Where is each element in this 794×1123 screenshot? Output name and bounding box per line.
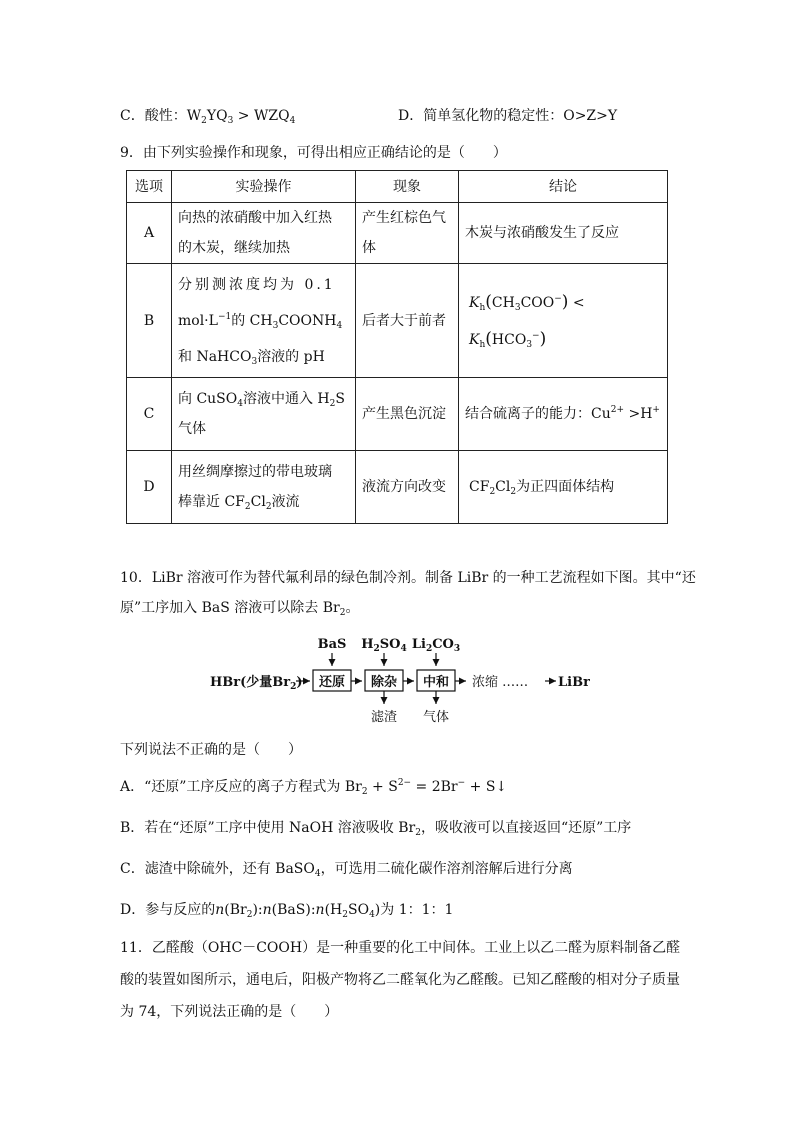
- row-c-operation: 向 CuSO$_4$溶液中通入 $H_2S$ 气体: [172, 378, 356, 451]
- row-d-option: D: [127, 451, 172, 524]
- row-a-option: A: [127, 203, 172, 264]
- table-row: [127, 378, 668, 451]
- flow-reagent-li2co3: $Li_2CO_3$: [411, 637, 461, 654]
- row-c-option: C: [127, 378, 172, 451]
- q10-option-b: B．若在“还原”工序中使用 NaOH 溶液吸收 $Br_2$，吸收液可以直接返回“还原”工序: [120, 820, 632, 838]
- flow-reagent-h2so4: $H_2SO_4$: [361, 637, 407, 654]
- flow-input-label: HBr(少量$Br_2$): [210, 675, 303, 692]
- table-row: [127, 264, 668, 378]
- row-a-phenomenon: 产生红棕色气 体: [356, 203, 459, 264]
- q10-option-a: A．“还原”工序反应的离子方程式为 $Br_2 + S^{2-} = 2Br^-$ + S↓: [120, 778, 508, 797]
- q10-option-c: C．滤渣中除硫外，还有 BaSO$_4$，可选用二硫化碳作溶剂溶解后进行分离: [120, 861, 573, 879]
- table-row: [127, 451, 668, 524]
- table-row: [127, 203, 668, 264]
- header-phenomenon: 现象: [356, 171, 459, 203]
- process-flow-diagram: [210, 636, 590, 728]
- q11-stem-line2: 酸的装置如图所示，通电后，阳极产物将乙二醛氧化为乙醛酸。已知乙醛酸的相对分子质量: [120, 972, 680, 988]
- q10-option-d: D．参与反应的$n(Br_2):n(BaS):n(H_2SO_4)$为 1：1：1: [120, 902, 454, 920]
- flow-concentrate-label: 浓缩 ……: [472, 675, 529, 690]
- flow-box-neutralize-label: 中和: [422, 675, 450, 690]
- row-b-conclusion: $K_h(CH_3COO^-) < K_h(HCO_3^-)$: [459, 264, 668, 378]
- header-conclusion: 结论: [459, 171, 668, 203]
- q9-table: [126, 170, 668, 524]
- flow-reagent-bas: BaS: [317, 637, 347, 652]
- flow-box-purify-label: 除杂: [370, 675, 398, 690]
- row-a-operation: 向热的浓硝酸中加入红热 的木炭，继续加热: [172, 203, 356, 264]
- row-a-conclusion: 木炭与浓硝酸发生了反应: [459, 203, 668, 264]
- q10-stem-line2: 原”工序加入 BaS 溶液可以除去 $Br_2$。: [120, 600, 360, 618]
- table-header-row: [127, 171, 668, 203]
- q11-stem-line3: 为 74，下列说法正确的是（ ）: [120, 1004, 339, 1020]
- header-operation: 实验操作: [172, 171, 356, 203]
- flow-box-reduce-label: 还原: [318, 675, 346, 690]
- q10-question: 下列说法不正确的是（ ）: [120, 742, 302, 758]
- row-c-phenomenon: 产生黑色沉淀: [356, 378, 459, 451]
- row-d-operation: 用丝绸摩擦过的带电玻璃 棒靠近 $CF_2Cl_2$液流: [172, 451, 356, 524]
- row-b-operation: 分别测浓度均为 0.1 $mol\cdot L^{-1}$的 $CH_3COONH_4$ 和 NaHCO$_3$溶液的 pH: [172, 264, 356, 378]
- row-b-phenomenon: 后者大于前者: [356, 264, 459, 378]
- row-c-conclusion: 结合硫离子的能力：$Cu^{2+} >H^+$: [459, 378, 668, 451]
- q8-option-d: D．简单氢化物的稳定性：O>Z>Y: [398, 108, 618, 124]
- flow-product-label: LiBr: [558, 675, 590, 690]
- q11-stem-line1: 11．乙醛酸（OHC－COOH）是一种重要的化工中间体。工业上以乙二醛为原料制备乙醛: [120, 940, 681, 956]
- flow-output-gas: 气体: [422, 710, 450, 725]
- row-d-phenomenon: 液流方向改变: [356, 451, 459, 524]
- flow-output-residue: 滤渣: [370, 710, 398, 725]
- q8-option-c: C．酸性：$W_2YQ_3 > WZQ_4$: [120, 108, 296, 126]
- q10-stem-line1: 10．LiBr 溶液可作为替代氟利昂的绿色制冷剂。制备 LiBr 的一种工艺流程如下图。其中“还: [120, 570, 696, 586]
- q9-stem: 9．由下列实验操作和现象，可得出相应正确结论的是（ ）: [120, 145, 507, 161]
- header-option: 选项: [127, 171, 172, 203]
- row-b-option: B: [127, 264, 172, 378]
- row-d-conclusion: $CF_2Cl_2$为正四面体结构: [459, 451, 668, 524]
